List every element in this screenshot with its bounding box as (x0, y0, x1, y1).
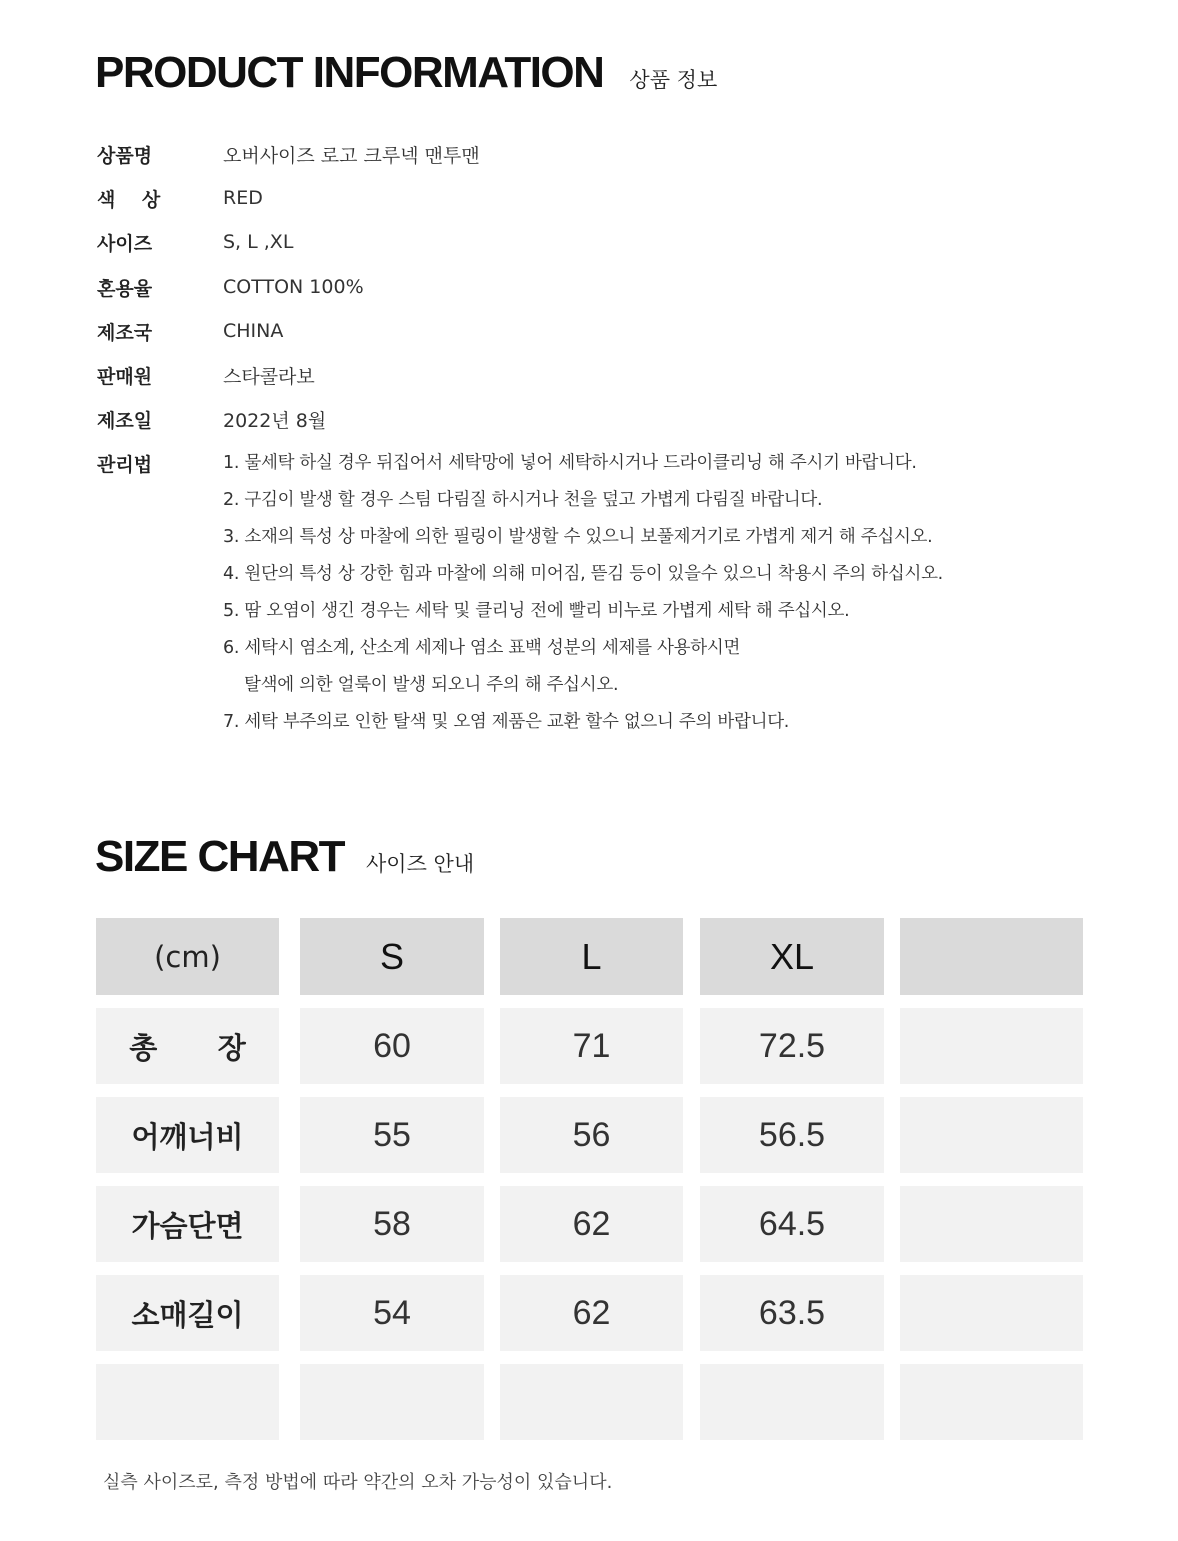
size-header-cell: S (300, 918, 484, 995)
measure-value-cell (900, 1186, 1083, 1262)
size-header-cell: XL (700, 918, 884, 995)
info-value: 오버사이즈 로고 크루넥 맨투맨 (223, 144, 480, 167)
measure-value-cell: 71 (500, 1008, 683, 1084)
info-value: S, L ,XL (223, 231, 294, 253)
size-header-cell (900, 918, 1083, 995)
measure-label-cell: 소매길이 (96, 1275, 279, 1351)
measure-value-cell: 60 (300, 1008, 484, 1084)
info-label: 판매원 (97, 365, 153, 388)
measure-value-cell: 64.5 (700, 1186, 884, 1262)
measure-value-cell (500, 1364, 683, 1440)
care-label: 관리법 (97, 453, 153, 476)
info-row-seller (97, 360, 315, 390)
measure-value-cell: 56 (500, 1097, 683, 1173)
care-instruction: 7. 세탁 부주의로 인한 탈색 및 오염 제품은 교환 할수 없으니 주의 바랍니다. (223, 712, 790, 732)
measure-value-cell (900, 1364, 1083, 1440)
measure-value-cell (900, 1275, 1083, 1351)
measure-value-cell: 58 (300, 1186, 484, 1262)
measure-value-cell (700, 1364, 884, 1440)
size-chart-footnote: 실측 사이즈로, 측정 방법에 따라 약간의 오차 가능성이 있습니다. (103, 1472, 613, 1493)
measure-value-cell (900, 1097, 1083, 1173)
info-value: RED (223, 187, 263, 209)
size-header-cell: L (500, 918, 683, 995)
info-value: COTTON 100% (223, 276, 364, 298)
size-chart-title-en: SIZE CHART (95, 832, 344, 881)
measure-label-cell (96, 1364, 279, 1440)
care-instruction: 3. 소재의 특성 상 마찰에 의한 필링이 발생할 수 있으니 보풀제거기로 가볍게 제거 해 주십시오. (223, 527, 933, 547)
care-instruction: 1. 물세탁 하실 경우 뒤집어서 세탁망에 넣어 세탁하시거나 드라이클리닝 해 주시기 바랍니다. (223, 453, 917, 473)
info-row-material (97, 272, 364, 302)
info-row-size (97, 227, 293, 257)
measure-value-cell: 56.5 (700, 1097, 884, 1173)
care-instruction: 탈색에 의한 얼룩이 발생 되오니 주의 해 주십시오. (223, 675, 619, 695)
measure-value-cell: 62 (500, 1186, 683, 1262)
care-instruction: 4. 원단의 특성 상 강한 힘과 마찰에 의해 미어짐, 뜯김 등이 있을수 있으니 착용시 주의 하십시오. (223, 564, 943, 584)
care-instructions-list (223, 448, 943, 744)
measure-value-cell: 72.5 (700, 1008, 884, 1084)
measure-label-cell: 어깨너비 (96, 1097, 279, 1173)
info-label: 사이즈 (97, 232, 153, 255)
info-value: CHINA (223, 320, 284, 342)
info-label: 혼용율 (97, 277, 153, 300)
size-chart-title (95, 832, 474, 882)
product-info-title-ko: 상품 정보 (629, 68, 718, 92)
care-instruction: 2. 구김이 발생 할 경우 스팀 다림질 하시거나 천을 덮고 가볍게 다림질 바랍니다. (223, 490, 823, 510)
measure-value-cell (300, 1364, 484, 1440)
info-row-color (97, 183, 263, 213)
info-label: 제조국 (97, 321, 153, 344)
info-row-date (97, 404, 326, 434)
care-instruction: 6. 세탁시 염소계, 산소계 세제나 염소 표백 성분의 세제를 사용하시면 (223, 638, 741, 658)
info-row-country (97, 316, 283, 346)
info-label: 색 상 (97, 188, 161, 211)
info-value: 스타콜라보 (223, 365, 315, 388)
size-chart-title-ko: 사이즈 안내 (366, 852, 475, 876)
product-info-title-en: PRODUCT INFORMATION (95, 48, 604, 97)
info-row-care (97, 448, 223, 478)
info-row-name (97, 139, 480, 169)
measure-value-cell (900, 1008, 1083, 1084)
measure-value-cell: 54 (300, 1275, 484, 1351)
info-value: 2022년 8월 (223, 409, 327, 432)
info-label: 제조일 (97, 409, 153, 432)
info-label: 상품명 (97, 144, 153, 167)
unit-header-cell: (cm) (96, 918, 279, 995)
measure-label-cell: 총 장 (96, 1008, 279, 1084)
measure-value-cell: 55 (300, 1097, 484, 1173)
measure-value-cell: 63.5 (700, 1275, 884, 1351)
product-info-title (95, 48, 717, 98)
measure-label-cell: 가슴단면 (96, 1186, 279, 1262)
measure-value-cell: 62 (500, 1275, 683, 1351)
care-instruction: 5. 땀 오염이 생긴 경우는 세탁 및 클리닝 전에 빨리 비누로 가볍게 세탁 해 주십시오. (223, 601, 850, 621)
